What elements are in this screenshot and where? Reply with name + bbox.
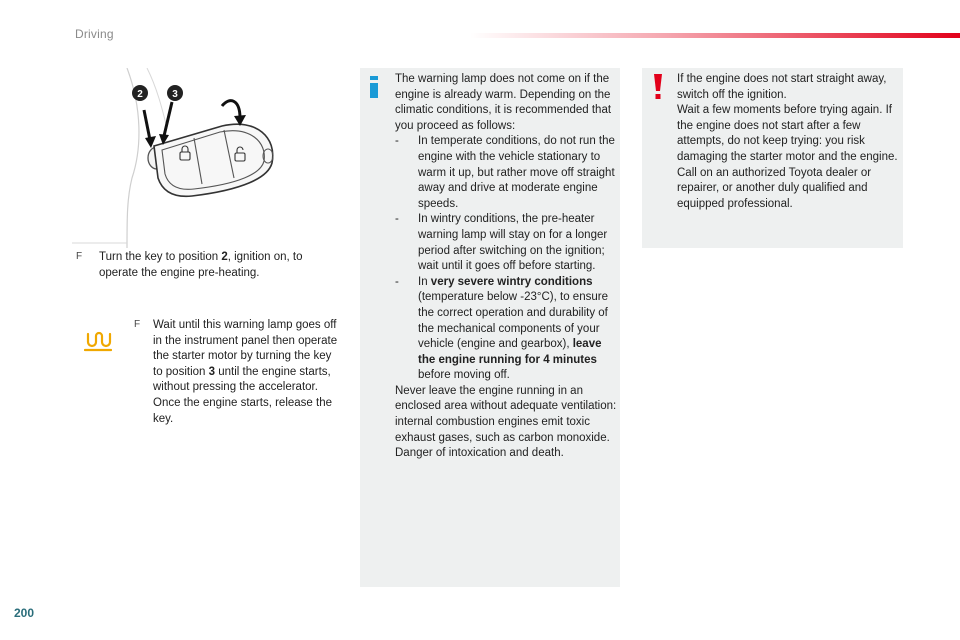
badge-3-label: 3: [172, 89, 178, 100]
section-title: Driving: [75, 27, 114, 41]
info-icon: [368, 76, 380, 98]
info-intro: The warning lamp does not come on if the engine is already warm. Depending on the climatic conditions, it is recommended that you proceed as follows:: [395, 73, 612, 132]
key-fob-icon: [154, 124, 273, 196]
warning-box: [642, 68, 903, 248]
info-item-2: - In wintry conditions, the pre-heater warning lamp will stay on for a longer period after switching on the ignition; wait until it goes off before starting.: [395, 213, 608, 273]
warning-text: If the engine does not start straight away, switch off the ignition. Wait a few moments before trying again. If the engine does not start after a few attempts, do not keep trying: you risk damaging the starter motor and the engine. Call on an authorized Toyota dealer or repairer, or another duly qualified and equipped professional.: [677, 73, 898, 210]
glow-plug-icon: [84, 331, 112, 353]
key-fob-illustration: [72, 68, 282, 248]
arrow-position-2: [144, 110, 150, 140]
bullet-marker: F: [134, 319, 141, 330]
info-item-1: - In temperate conditions, do not run the engine with the vehicle stationary to warm it up, but rather move off straight away and drive at moderate engine speeds.: [395, 135, 615, 210]
rotation-arrow-icon: [222, 101, 246, 126]
exclamation-icon: [652, 74, 664, 100]
header-rule: [470, 33, 960, 38]
badge-2-label: 2: [137, 89, 143, 100]
info-outro: Never leave the engine running in an enclosed area without adequate ventilation: internal combustion engines emit toxic exhaust gases, such as carbon monoxide. Danger of intoxication and death.: [395, 384, 617, 460]
step-1-text: Turn the key to position 2, ignition on, to operate the engine pre-heating.: [99, 251, 303, 279]
dashboard-line-2: [147, 68, 167, 128]
step-2-text: Wait until this warning lamp goes off in the instrument panel then operate the starter motor by turning the key to position 3 until the engine starts, without pressing the accelerator. Once the engine starts, release the key.: [153, 319, 338, 425]
info-box: [360, 68, 620, 587]
bullet-marker: F: [76, 251, 83, 262]
info-item-3: - In very severe wintry conditions (temperature below -23°C), to ensure the correct operation and durability of the mechanical components of your vehicle (engine and gearbox), leave the engine running for 4 minutes before moving off.: [395, 275, 608, 382]
page-number: 200: [14, 606, 35, 620]
